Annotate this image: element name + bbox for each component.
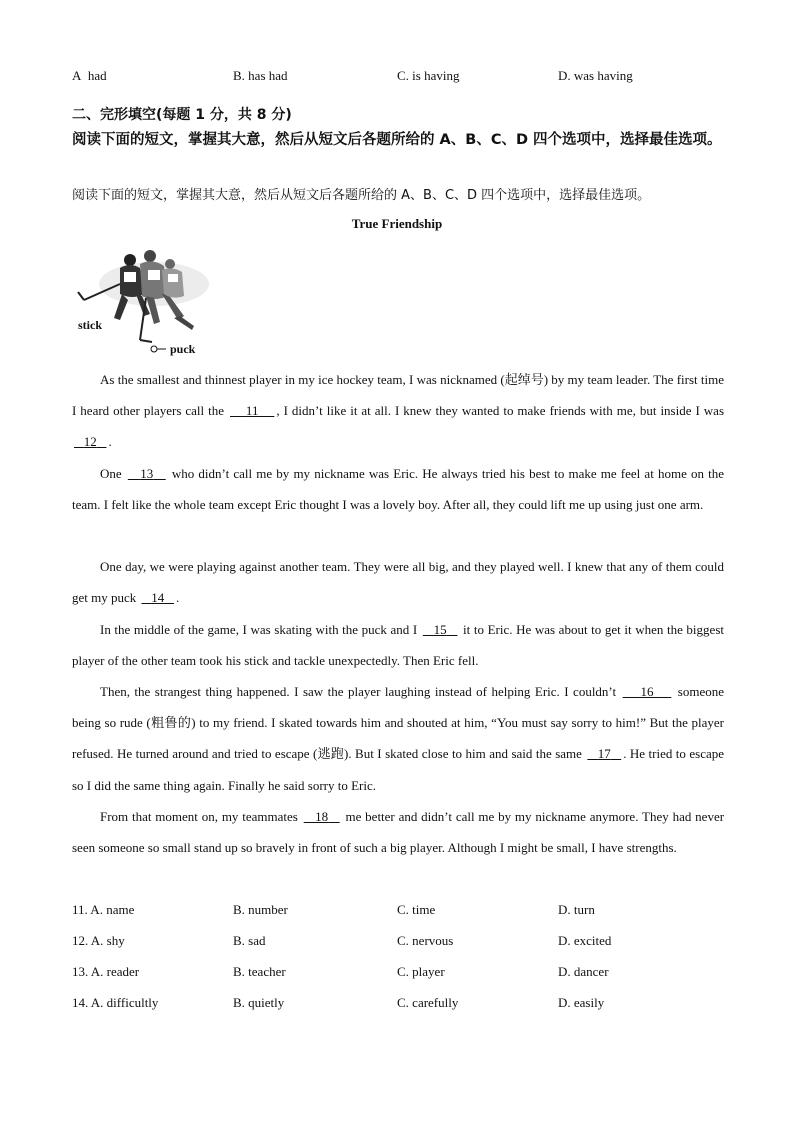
- paragraph-1: [72, 364, 724, 458]
- option-b[interactable]: B. quietly: [233, 995, 285, 1010]
- option-d[interactable]: D. easily: [558, 995, 605, 1010]
- hockey-players-picture: [74, 244, 214, 362]
- option-d[interactable]: D. turn: [558, 902, 595, 917]
- paragraph-text: Then, the strangest thing happened. I saw the player laughing instead of helping Eric. I couldn’t: [100, 684, 621, 699]
- paragraph-text: .: [176, 590, 180, 606]
- option-d[interactable]: D. dancer: [558, 964, 609, 979]
- option-a[interactable]: 12. A. shy: [72, 933, 125, 948]
- blank-12[interactable]: [72, 434, 109, 449]
- blank-number: 11: [245, 403, 259, 419]
- paragraph-text: As the smallest and thinnest player in my ice hockey team, I was nicknamed (起绰号) by my team leader. The first time I heard other players call the: [72, 372, 724, 419]
- paragraph-text: it to Eric. He was about to get it when the biggest player of the other team took his stick and tackle unexpectedly. Then Eric fell.: [72, 622, 724, 669]
- paragraph-text: One: [100, 466, 126, 481]
- blank-11[interactable]: [228, 403, 276, 418]
- option-c[interactable]: C. carefully: [397, 995, 459, 1010]
- section-instruction-bold: 阅读下面的短文，掌握其大意，然后从短文后各题所给的 A、B、C、D 四个选项中，选择最佳选项。: [72, 132, 722, 148]
- blank-18[interactable]: [302, 809, 342, 824]
- paragraph-text: From that moment on, my teammates: [100, 809, 302, 824]
- option-b[interactable]: [233, 68, 288, 84]
- blank-number: 17: [597, 746, 611, 762]
- paragraph-text: someone being so rude (粗鲁的) to my friend. I skated towards him and shouted at him, “You must say sorry to him!” But the player refused. He turned around and tried to escape (逃跑). But I skated close to him and said the same: [72, 684, 725, 762]
- paragraph-text: , I didn’t like it at all. I knew they wanted to make friends with me, but inside I was: [276, 403, 725, 419]
- blank-number: 15: [433, 622, 447, 637]
- paragraph-text: In the middle of the game, I was skating with the puck and I: [100, 622, 421, 637]
- option-text: is having: [412, 68, 460, 83]
- section-instruction: 阅读下面的短文，掌握其大意，然后从短文后各题所给的 A、B、C、D 四个选项中，选择最佳选项。: [72, 188, 651, 203]
- blank-number: 13: [140, 466, 154, 481]
- option-a[interactable]: [72, 68, 107, 84]
- option-letter: A: [72, 68, 82, 83]
- blank-number: 18: [315, 809, 329, 824]
- option-b[interactable]: B. teacher: [233, 964, 286, 979]
- option-d[interactable]: [558, 68, 633, 84]
- paragraph-2: [72, 458, 724, 520]
- option-a[interactable]: 11. A. name: [72, 902, 135, 917]
- blank-16[interactable]: [621, 684, 674, 699]
- paragraph-text: . He tried to escape so I did the same thing again. Finally he said sorry to Eric.: [72, 746, 725, 793]
- option-text: had: [87, 68, 107, 83]
- paragraph-text: .: [108, 434, 112, 450]
- paragraph-text: One day, we were playing against another team. They were all big, and they played well. I knew that any of them could get my puck: [72, 559, 724, 606]
- passage-title: True Friendship: [351, 216, 443, 231]
- option-b[interactable]: B. number: [233, 902, 288, 917]
- option-letter: C.: [397, 68, 409, 83]
- paragraph-3: [72, 551, 724, 613]
- option-a[interactable]: 13. A. reader: [72, 964, 140, 979]
- section-heading: 二、完形填空(每题 1 分，共 8 分): [72, 107, 292, 123]
- option-letter: D.: [558, 68, 571, 83]
- paragraph-text: who didn’t call me by my nickname was Eric. He always tried his best to make me feel at home on the team. I felt like the whole team except Eric thought I was a lovely boy. After all, they could lift me up using just one arm.: [72, 466, 725, 513]
- option-c[interactable]: C. player: [397, 964, 445, 979]
- option-letter: B.: [233, 68, 245, 83]
- option-text: was having: [573, 68, 633, 83]
- blank-13[interactable]: [126, 466, 168, 481]
- paragraph-text: me better and didn’t call me by my nickname anymore. They had never seen someone so small stand up so bravely in front of such a big player. Although I might be small, I have strengths.: [72, 809, 725, 856]
- puck-label: puck: [170, 342, 196, 356]
- option-b[interactable]: B. sad: [233, 933, 266, 948]
- option-text: has had: [248, 68, 288, 83]
- option-c[interactable]: C. time: [397, 902, 436, 917]
- blank-number: 16: [640, 684, 654, 699]
- blank-number: 14: [151, 590, 165, 606]
- blank-14[interactable]: [140, 590, 180, 606]
- paragraph-6: [72, 801, 724, 863]
- paragraph-5: [72, 676, 724, 801]
- option-a[interactable]: 14. A. difficultly: [72, 995, 159, 1010]
- blank-17[interactable]: [585, 746, 623, 761]
- option-c[interactable]: C. nervous: [397, 933, 454, 948]
- stick-label: stick: [78, 318, 102, 332]
- paragraph-4: [72, 614, 724, 676]
- blank-number: 12: [83, 434, 97, 450]
- option-c[interactable]: [397, 68, 459, 84]
- option-d[interactable]: D. excited: [558, 933, 612, 948]
- blank-15[interactable]: [421, 622, 460, 637]
